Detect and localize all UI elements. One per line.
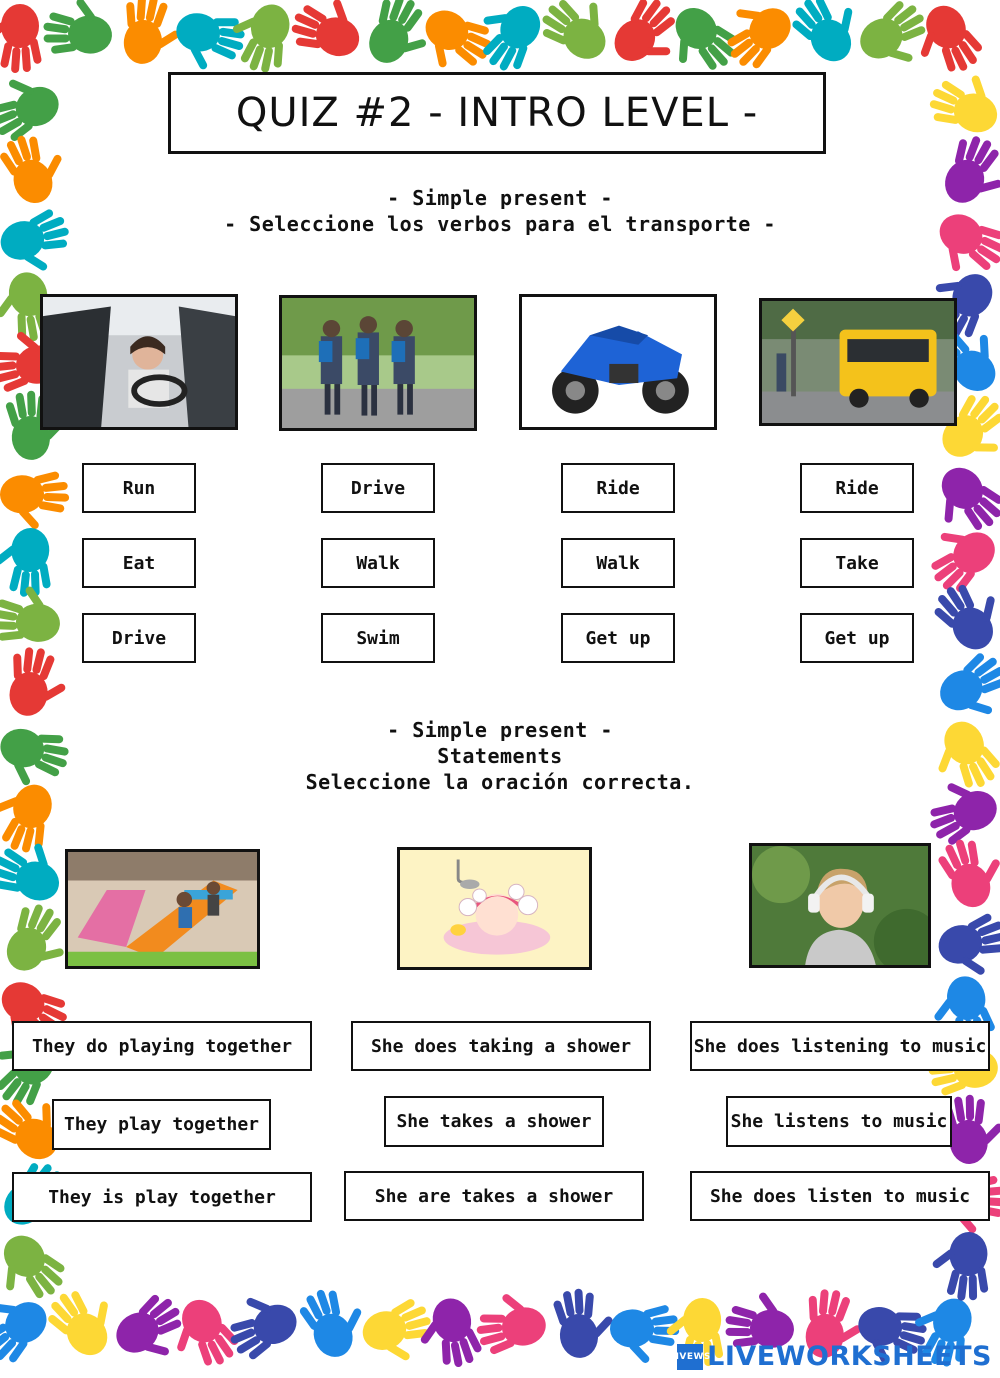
section1-subtitle: - Simple present - [387,186,613,210]
hand-print-icon [929,1230,992,1302]
section2-heading: Statements [437,744,563,768]
hand-print-icon [222,0,298,78]
verb-option-eat[interactable]: Eat [82,538,196,588]
school-bus-photo [759,298,957,426]
hand-print-icon [41,0,114,58]
hand-print-icon [0,470,71,531]
hand-print-icon [923,62,1000,142]
section2-instruction: Seleccione la oración correcta. [305,770,695,794]
hand-print-icon [286,0,371,65]
hand-print-icon [0,581,64,647]
hand-print-icon [294,1277,375,1364]
liveworksheets-badge-icon: LIVE WS [677,1344,703,1370]
verb-option-walk[interactable]: Walk [561,538,675,588]
sentence-option[interactable]: She does listen to music [690,1171,990,1221]
verb-option-ride[interactable]: Ride [800,463,914,513]
hand-print-icon [533,0,624,70]
section1-instruction: - Seleccione los verbos para el transporte - [224,212,776,236]
verb-option-run[interactable]: Run [82,463,196,513]
verb-option-ride[interactable]: Ride [561,463,675,513]
verb-option-get-up[interactable]: Get up [800,613,914,663]
hand-print-icon [903,0,989,86]
hand-print-icon [921,457,1000,548]
hand-print-icon [0,4,42,73]
sentence-option[interactable]: She does listening to music [690,1021,990,1071]
liveworksheets-logo [669,1341,992,1372]
verb-option-get-up[interactable]: Get up [561,613,675,663]
sentence-option[interactable]: They is play together [12,1172,312,1222]
liveworksheets-wordmark: LIVEWORKSHEETS [707,1341,992,1372]
blue-motorcycle-photo [519,294,717,430]
hand-print-icon [118,0,186,69]
children-playground-photo [65,849,260,969]
woman-headphones-photo [749,843,931,968]
hand-print-icon [933,828,1000,914]
sentence-option[interactable]: They do playing together [12,1021,312,1071]
hand-print-icon [933,909,1000,986]
hand-print-icon [470,1286,549,1357]
sentence-option[interactable]: She are takes a shower [344,1171,644,1221]
sentence-option[interactable]: She listens to music [726,1096,952,1147]
hand-print-icon [551,1285,618,1361]
sentence-option[interactable]: She takes a shower [384,1096,604,1147]
verb-option-swim[interactable]: Swim [321,613,435,663]
hand-print-icon [0,64,67,147]
hand-print-icon [0,527,53,598]
woman-driving-car-photo [40,294,238,430]
hand-print-icon [3,643,73,721]
hand-print-icon [169,6,249,78]
hand-print-icon [784,0,873,71]
students-walking-photo [279,295,477,431]
verb-option-walk[interactable]: Walk [321,538,435,588]
verb-option-drive[interactable]: Drive [82,613,196,663]
hand-print-icon [604,0,694,81]
sentence-option[interactable]: She does taking a shower [351,1021,651,1071]
verb-option-drive[interactable]: Drive [321,463,435,513]
baby-shower-cartoon [397,847,592,970]
quiz-title: QUIZ #2 - INTRO LEVEL - [168,72,826,154]
verb-option-take[interactable]: Take [800,538,914,588]
section2-subtitle: - Simple present - [387,718,613,742]
hand-print-icon [159,1291,245,1378]
sentence-option[interactable]: They play together [52,1099,271,1150]
hand-print-icon [0,1281,57,1371]
